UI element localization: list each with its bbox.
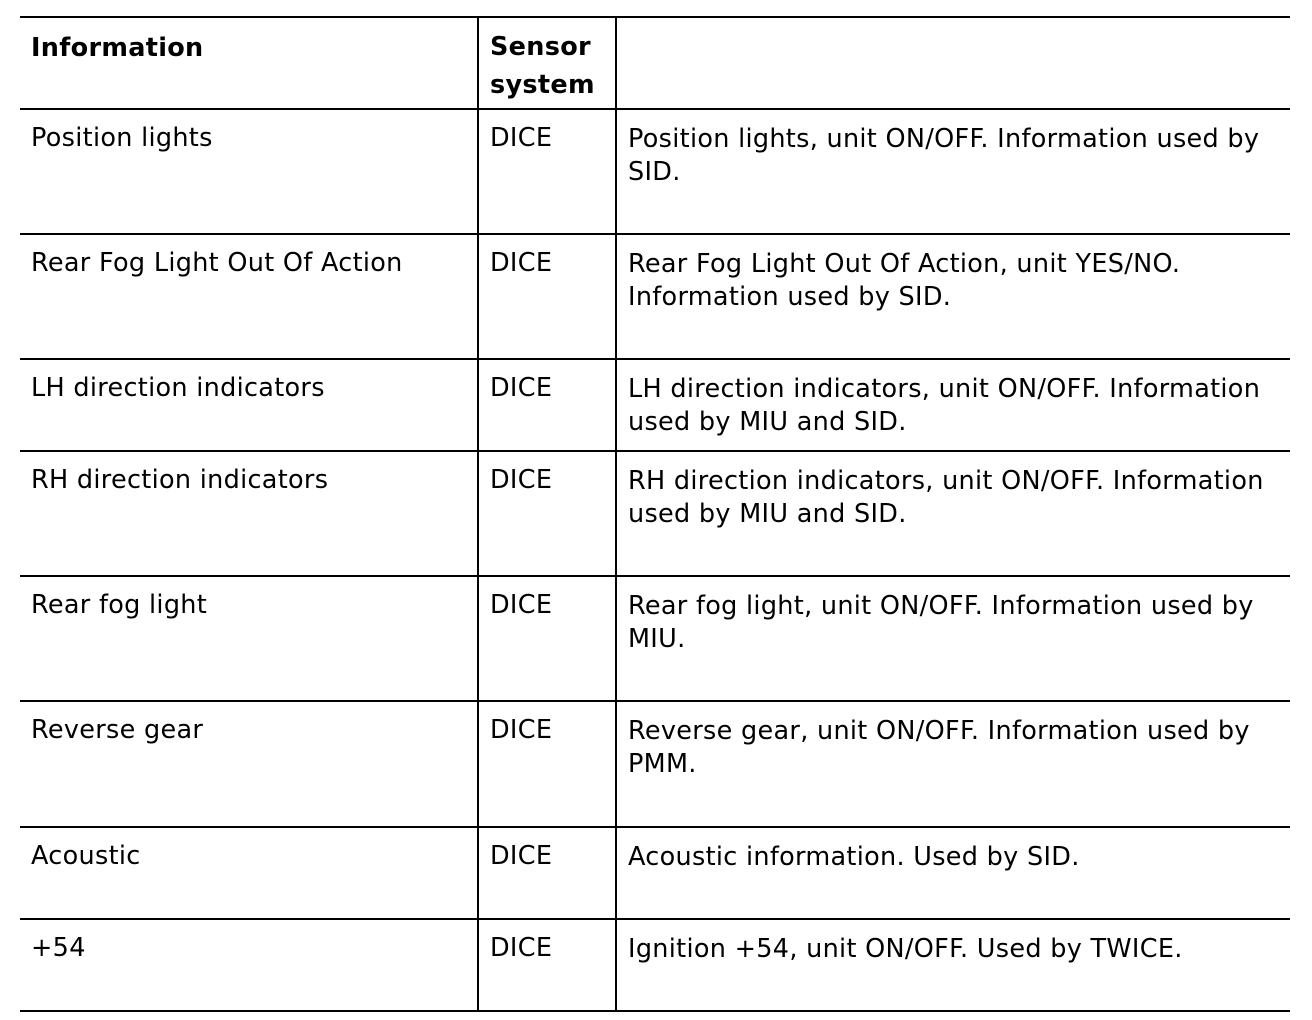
table-row: [20, 576, 1290, 701]
cell-information: Acoustic: [31, 841, 141, 871]
cell-sensor-system: DICE: [478, 919, 616, 1011]
table-row: [20, 451, 1290, 576]
cell-information: LH direction indicators: [31, 373, 325, 403]
cell-description: Position lights, unit ON/OFF. Information used by SID.: [628, 124, 1260, 187]
cell-sensor-system: DICE: [478, 827, 616, 919]
cell-sensor-system: DICE: [478, 109, 616, 234]
cell-information: Reverse gear: [31, 715, 204, 745]
cell-description: Rear fog light, unit ON/OFF. Information used by MIU.: [628, 591, 1254, 654]
cell-information: +54: [31, 933, 86, 963]
table-header-row: [20, 17, 1290, 109]
cell-sensor-system: DICE: [478, 359, 616, 451]
header-sensor-system: Sensor system: [478, 17, 616, 109]
cell-information: Rear Fog Light Out Of Action: [31, 248, 403, 278]
cell-information: Position lights: [31, 123, 213, 153]
cell-sensor-system: DICE: [478, 701, 616, 827]
cell-description: Rear Fog Light Out Of Action, unit YES/NO. Information used by SID.: [628, 249, 1181, 312]
header-description: [616, 17, 1290, 109]
cell-sensor-system: DICE: [478, 576, 616, 701]
cell-sensor-system: DICE: [478, 451, 616, 576]
table-row: [20, 701, 1290, 827]
cell-description: RH direction indicators, unit ON/OFF. Information used by MIU and SID.: [628, 466, 1264, 529]
cell-information: Rear fog light: [31, 590, 208, 620]
cell-description: Reverse gear, unit ON/OFF. Information used by PMM.: [628, 716, 1250, 779]
table-row: [20, 234, 1290, 359]
table-row: [20, 109, 1290, 234]
table-row: [20, 359, 1290, 451]
header-information: Information: [31, 33, 204, 63]
information-table: [20, 16, 1290, 1012]
cell-sensor-system: DICE: [478, 234, 616, 359]
cell-description: LH direction indicators, unit ON/OFF. Information used by MIU and SID.: [628, 374, 1261, 437]
cell-description: Ignition +54, unit ON/OFF. Used by TWICE.: [628, 934, 1183, 964]
cell-description: Acoustic information. Used by SID.: [628, 842, 1080, 872]
cell-information: RH direction indicators: [31, 465, 329, 495]
table-row: [20, 827, 1290, 919]
table-row: [20, 919, 1290, 1011]
